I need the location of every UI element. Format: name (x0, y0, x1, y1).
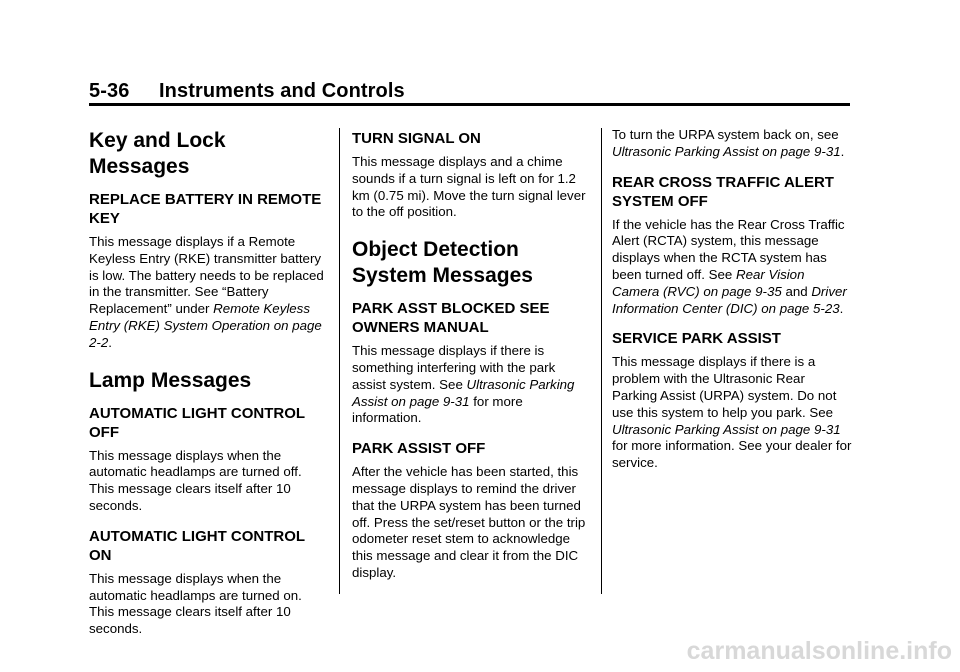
paragraph-park-assist-off: After the vehicle has been started, this message displays to remind the driver that the URPA system has been turned off. Press the set/reset button or the trip odometer reset stem to acknowledge this message and clear it from the DIC display. (352, 464, 586, 580)
cross-reference-link[interactable]: Driver Information Center (DIC) on page 5-23 (612, 283, 847, 316)
cross-reference-link[interactable]: Ultrasonic Parking Assist on page 9-31 (612, 421, 841, 437)
subheading-park-blocked: PARK ASST BLOCKED SEE OWNERS MANUAL (352, 300, 550, 337)
subheading-service-park-assist: SERVICE PARK ASSIST (612, 330, 781, 348)
cross-reference-link[interactable]: Ultrasonic Parking Assist on page 9-31 (612, 143, 841, 159)
subheading-turn-signal: TURN SIGNAL ON (352, 130, 481, 147)
subheading-replace-battery: REPLACE BATTERY IN REMOTE KEY (89, 191, 322, 227)
page-number: 5-36 (89, 80, 130, 102)
paragraph-replace-battery: This message displays if a Remote Keyless Entry (RKE) transmitter battery is low. The battery needs to be replaced in the transmitter. See “Battery Replacement” under Remote Keyless Entry (RKE) System Operation on page 2-2. (89, 234, 324, 350)
cross-reference-link[interactable]: Ultrasonic Parking Assist on page 9-31 (352, 376, 575, 409)
subheading-auto-light-off: AUTOMATIC LIGHT CONTROL OFF (89, 404, 305, 441)
watermark: carmanualsonline.info (686, 637, 952, 665)
header-rule (89, 103, 850, 106)
column-divider (339, 128, 340, 594)
column-3 (612, 124, 852, 482)
paragraph-rcta-off: If the vehicle has the Rear Cross Traffic Alert (RCTA) system, this message displays when the RCTA system has been turned off. See Rear Vision Camera (RVC) on page 9-35 and Driver Information Center (DIC) on page 5-23. (612, 216, 847, 316)
column-divider (601, 128, 602, 594)
cross-reference-link[interactable]: Rear Vision Camera (RVC) on page 9-35 (612, 266, 805, 299)
paragraph-urpa-back-on: To turn the URPA system back on, see Ultrasonic Parking Assist on page 9-31. (612, 127, 845, 159)
column-2 (352, 124, 592, 592)
section-heading-object-detection: Object Detection System Messages (352, 238, 533, 288)
section-heading-key-lock: Key and Lock Messages (89, 129, 226, 178)
paragraph-turn-signal: This message displays and a chime sounds if a turn signal is left on for 1.2 km (0.75 mi). Move the turn signal lever to the off position. (352, 154, 586, 220)
chapter-title: Instruments and Controls (159, 80, 405, 102)
page-header (89, 80, 405, 103)
cross-reference-link[interactable]: Remote Keyless Entry (RKE) System Operation on page 2-2 (89, 301, 322, 350)
section-heading-lamp: Lamp Messages (89, 368, 252, 392)
subheading-park-assist-off: PARK ASSIST OFF (352, 440, 486, 458)
paragraph-park-blocked: This message displays if there is something interfering with the park assist system. See Ultrasonic Parking Assist on page 9-31 for more information. (352, 343, 575, 426)
paragraph-auto-light-off: This message displays when the automatic headlamps are turned off. This message clears itself after 10 seconds. (89, 447, 302, 513)
subheading-rcta-off: REAR CROSS TRAFFIC ALERT SYSTEM OFF (612, 173, 834, 210)
paragraph-auto-light-on: This message displays when the automatic headlamps are turned on. This message clears itself after 10 seconds. (89, 570, 302, 637)
paragraph-service-park-assist: This message displays if there is a problem with the Ultrasonic Rear Parking Assist (URPA) system. Do not use this system to help you park. See Ultrasonic Parking Assist on page 9-31 for more information. See your dealer for service. (612, 354, 852, 471)
subheading-auto-light-on: AUTOMATIC LIGHT CONTROL ON (89, 527, 305, 564)
column-1 (89, 124, 327, 648)
